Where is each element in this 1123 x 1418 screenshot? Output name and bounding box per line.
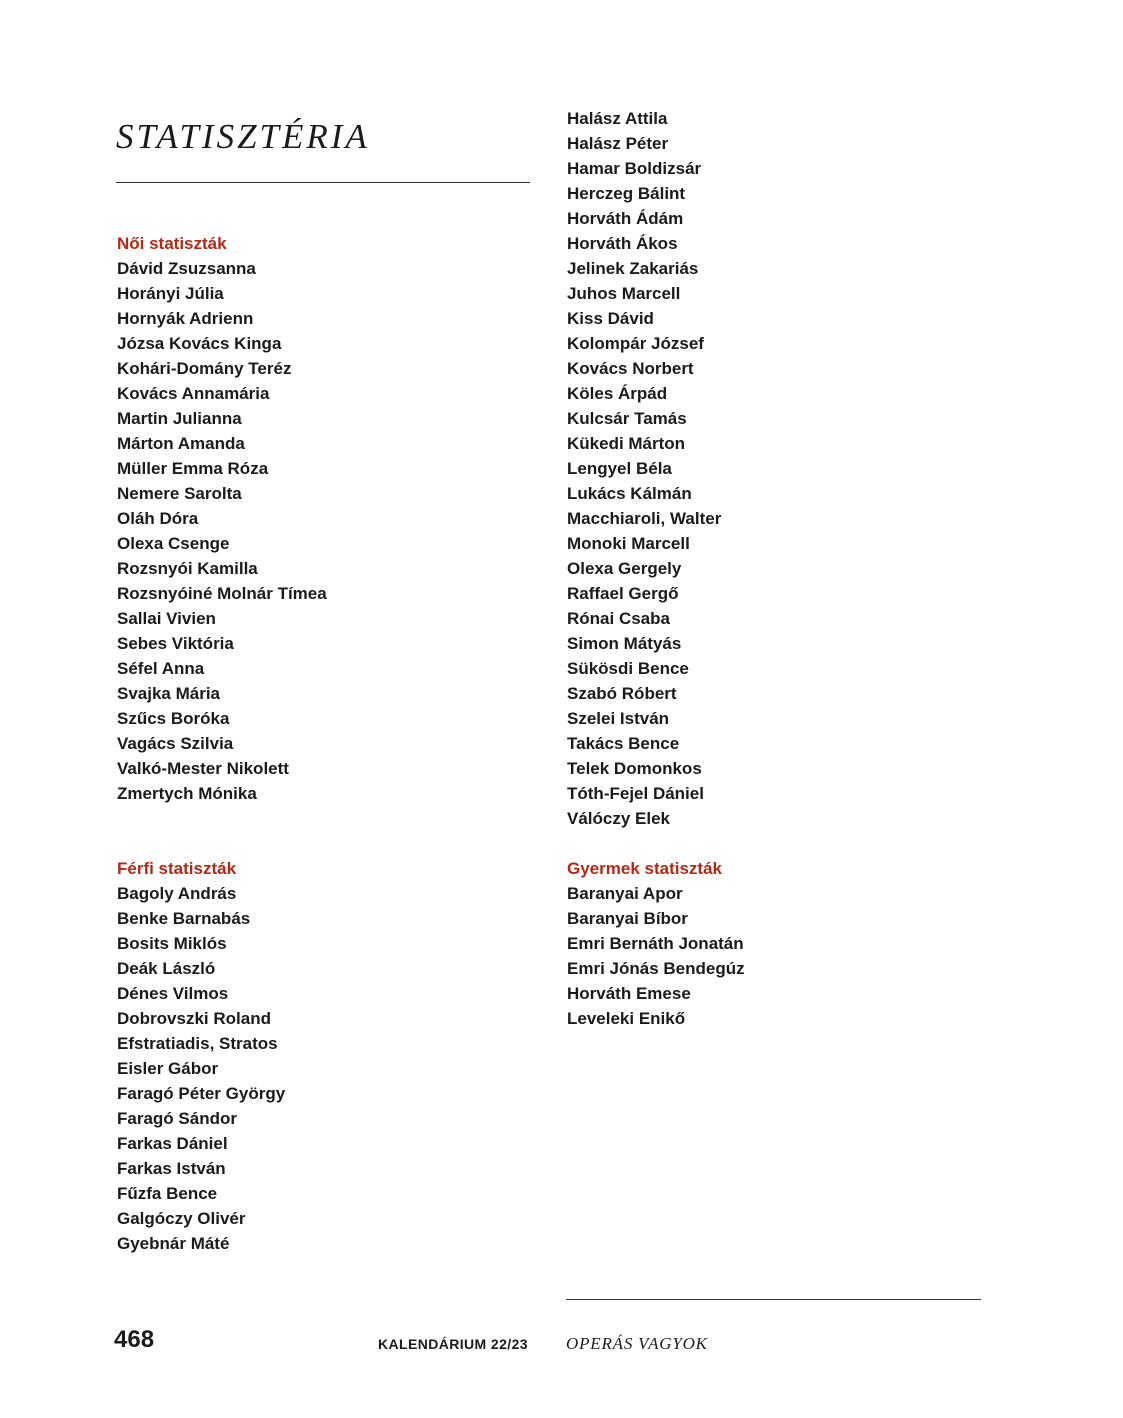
publication-title: KALENDÁRIUM 22/23	[378, 1336, 528, 1352]
list-item: Vagács Szilvia	[117, 734, 234, 753]
list-item: Baranyai Apor	[567, 884, 683, 903]
title-divider	[116, 182, 530, 183]
list-item: Oláh Dóra	[117, 509, 199, 528]
list-item: Nemere Sarolta	[117, 484, 242, 503]
section-spacer	[567, 831, 745, 856]
list-item: Zmertych Mónika	[117, 784, 257, 803]
list-item: Horváth Ádám	[567, 209, 684, 228]
section-title: OPERÁS VAGYOK	[566, 1334, 708, 1353]
list-item: Dénes Vilmos	[117, 984, 229, 1003]
page-number: 468	[114, 1326, 155, 1353]
list-item: Takács Bence	[567, 734, 680, 753]
list-item: Lukács Kálmán	[567, 484, 692, 503]
list-item: Válóczy Elek	[567, 809, 671, 828]
list-item: Leveleki Enikő	[567, 1009, 686, 1028]
list-item: Macchiaroli, Walter	[567, 509, 722, 528]
list-item: Kovács Annamária	[117, 384, 270, 403]
list-item: Szabó Róbert	[567, 684, 677, 703]
list-item: Szelei István	[567, 709, 670, 728]
list-item: Rozsnyóiné Molnár Tímea	[117, 584, 327, 603]
list-item: Józsa Kovács Kinga	[117, 334, 282, 353]
list-item: Faragó Sándor	[117, 1109, 237, 1128]
list-item: Emri Bernáth Jonatán	[567, 934, 744, 953]
section-spacer	[117, 831, 327, 856]
list-item: Benke Barnabás	[117, 909, 251, 928]
list-item: Olexa Csenge	[117, 534, 230, 553]
list-item: Juhos Marcell	[567, 284, 681, 303]
list-item: Galgóczy Olivér	[117, 1209, 246, 1228]
list-item: Farkas Dániel	[117, 1134, 228, 1153]
list-item: Rónai Csaba	[567, 609, 670, 628]
list-item: Horváth Emese	[567, 984, 691, 1003]
list-item: Sallai Vivien	[117, 609, 216, 628]
list-item: Dávid Zsuzsanna	[117, 259, 256, 278]
right-column	[567, 106, 745, 1031]
list-item: Kolompár József	[567, 334, 704, 353]
list-item: Efstratiadis, Stratos	[117, 1034, 278, 1053]
list-item: Kükedi Márton	[567, 434, 686, 453]
list-item: Olexa Gergely	[567, 559, 682, 578]
footer-divider	[566, 1299, 981, 1300]
list-item: Kohári-Domány Teréz	[117, 359, 292, 378]
list-item: Telek Domonkos	[567, 759, 702, 778]
list-item: Lengyel Béla	[567, 459, 672, 478]
list-item: Kovács Norbert	[567, 359, 694, 378]
list-item: Emri Jónás Bendegúz	[567, 959, 745, 978]
list-item: Halász Péter	[567, 134, 669, 153]
list-item: Séfel Anna	[117, 659, 205, 678]
list-item: Halász Attila	[567, 109, 668, 128]
list-item: Faragó Péter György	[117, 1084, 286, 1103]
section-heading-children: Gyermek statiszták	[567, 859, 722, 878]
list-item: Fűzfa Bence	[117, 1184, 218, 1203]
list-item: Müller Emma Róza	[117, 459, 269, 478]
list-item: Monoki Marcell	[567, 534, 690, 553]
page-title: STATISZTÉRIA	[116, 117, 370, 156]
list-item: Herczeg Bálint	[567, 184, 686, 203]
list-item: Hornyák Adrienn	[117, 309, 254, 328]
list-item: Márton Amanda	[117, 434, 245, 453]
list-item: Svajka Mária	[117, 684, 221, 703]
list-item: Eisler Gábor	[117, 1059, 219, 1078]
list-item: Tóth-Fejel Dániel	[567, 784, 704, 803]
list-item: Szűcs Boróka	[117, 709, 230, 728]
section-heading-men: Férfi statiszták	[117, 859, 237, 878]
list-item: Hamar Boldizsár	[567, 159, 702, 178]
list-item: Kulcsár Tamás	[567, 409, 687, 428]
list-item: Martin Julianna	[117, 409, 242, 428]
list-item: Baranyai Bíbor	[567, 909, 688, 928]
list-item: Sükösdi Bence	[567, 659, 689, 678]
list-item: Bosits Miklós	[117, 934, 227, 953]
list-item: Dobrovszki Roland	[117, 1009, 271, 1028]
list-item: Kiss Dávid	[567, 309, 654, 328]
list-item: Valkó-Mester Nikolett	[117, 759, 289, 778]
list-item: Raffael Gergő	[567, 584, 679, 603]
list-item: Köles Árpád	[567, 384, 668, 403]
list-item: Jelinek Zakariás	[567, 259, 699, 278]
list-item: Horváth Ákos	[567, 234, 678, 253]
list-item: Bagoly András	[117, 884, 237, 903]
section-spacer	[117, 806, 327, 831]
section-heading-women: Női statiszták	[117, 234, 227, 253]
list-item: Simon Mátyás	[567, 634, 682, 653]
list-item: Rozsnyói Kamilla	[117, 559, 258, 578]
list-item: Deák László	[117, 959, 216, 978]
list-item: Sebes Viktória	[117, 634, 234, 653]
list-item: Gyebnár Máté	[117, 1234, 230, 1253]
list-item: Horányi Júlia	[117, 284, 224, 303]
left-column	[117, 231, 327, 1256]
list-item: Farkas István	[117, 1159, 226, 1178]
